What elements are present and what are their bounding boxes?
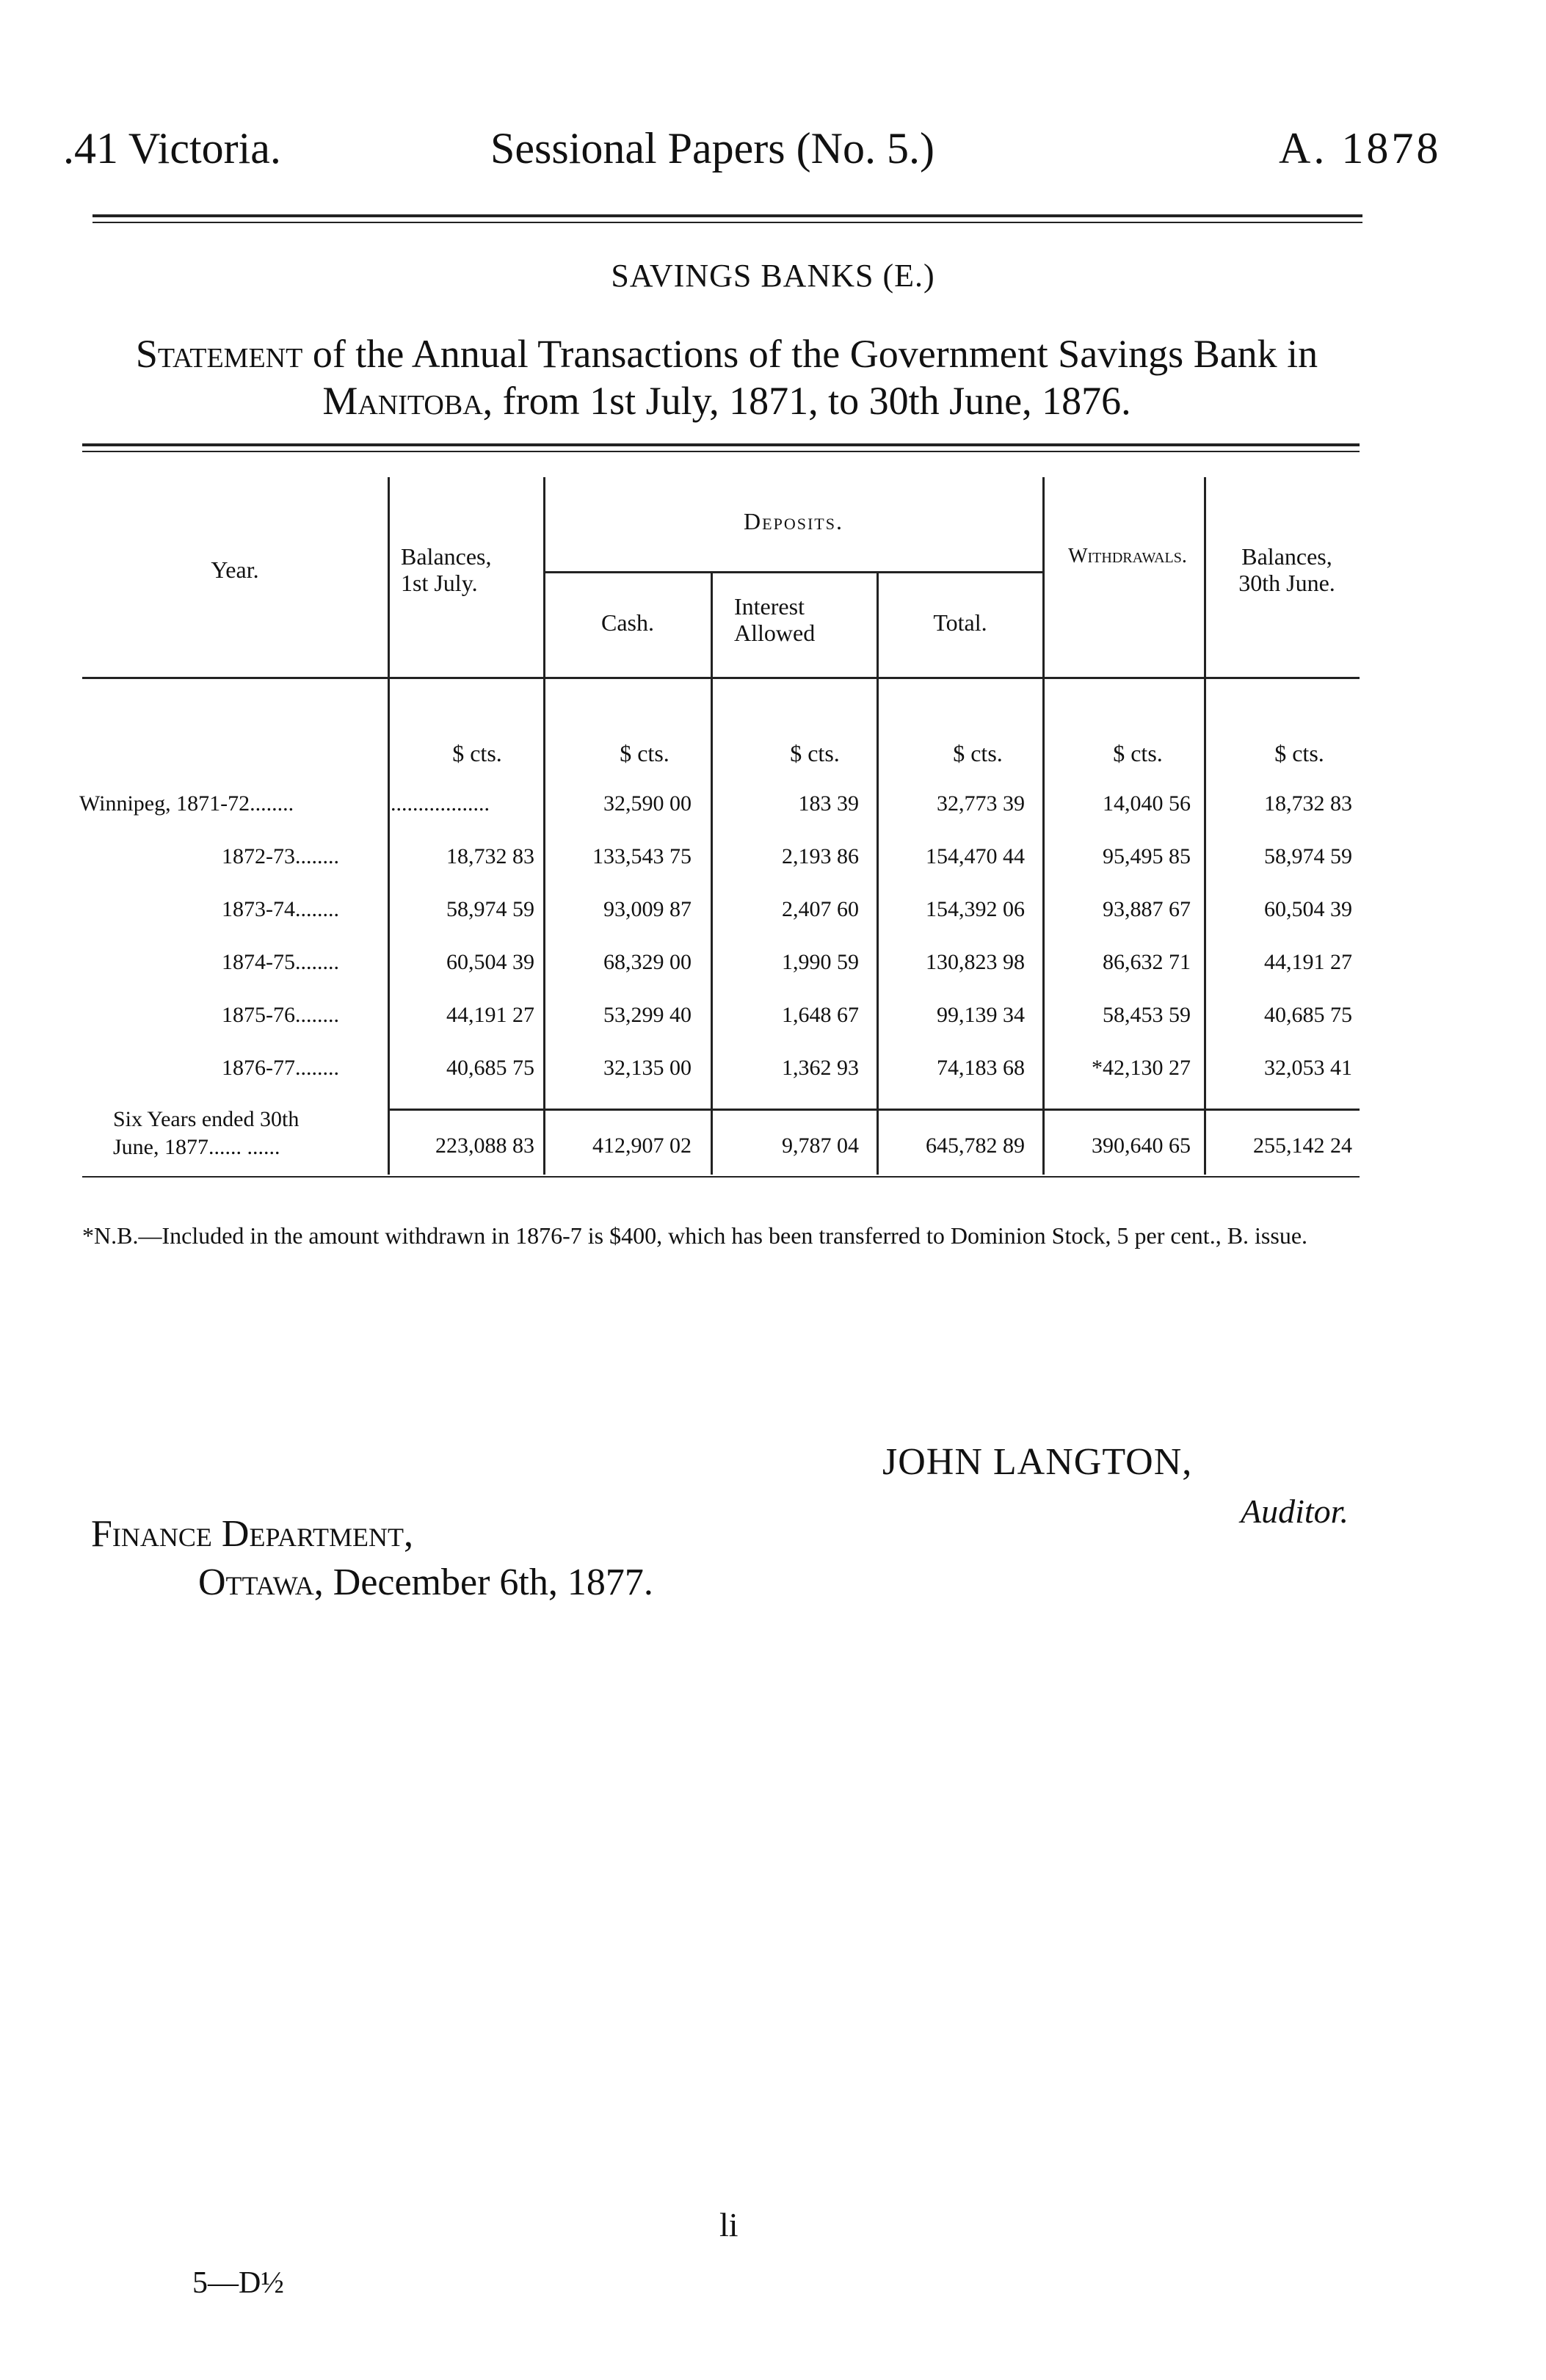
row-2-interest: 2,193 86 [782, 844, 859, 868]
header-interest: Interest Allowed [734, 593, 816, 646]
row-4-total: 130,823 98 [926, 950, 1025, 974]
row-3-withdrawals: 93,887 67 [1103, 897, 1191, 921]
department-city: Ottawa [198, 1561, 314, 1603]
row-4-bal-june: 44,191 27 [1264, 950, 1352, 974]
row-3-year: 1873-74........ [222, 897, 339, 921]
row-4-cash: 68,329 00 [603, 950, 692, 974]
row-1-bal-june: 18,732 83 [1264, 791, 1352, 816]
signature-name: JOHN LANGTON, [882, 1441, 1193, 1483]
row-3-total: 154,392 06 [926, 897, 1025, 921]
row-3-cash: 93,009 87 [603, 897, 692, 921]
statement-text-2: , from 1st July, 1871, to 30th June, 1876. [482, 379, 1131, 423]
row-2-cash: 133,543 75 [592, 844, 692, 868]
row-6-interest: 1,362 93 [782, 1056, 859, 1080]
vline-3 [711, 573, 713, 1175]
row-2-total: 154,470 44 [926, 844, 1025, 868]
table-bottom-rule [82, 1176, 1360, 1178]
deposits-subrule [545, 571, 1042, 573]
row-5-bal-july: 44,191 27 [446, 1003, 534, 1027]
row-6-total: 74,183 68 [937, 1056, 1025, 1080]
totals-year-line-1: Six Years ended 30th [113, 1107, 300, 1131]
row-1-total: 32,773 39 [937, 791, 1025, 816]
department-name: Finance Department, [91, 1513, 413, 1555]
row-6-bal-june: 32,053 41 [1264, 1056, 1352, 1080]
statement-text-1: of the Annual Transactions of the Government Savings Bank in [312, 332, 1318, 376]
row-6-withdrawals: *42,130 27 [1092, 1056, 1191, 1080]
row-2-year: 1872-73........ [222, 844, 339, 868]
row-5-bal-june: 40,685 75 [1264, 1003, 1352, 1027]
header-right: A. 1878 [1279, 124, 1442, 173]
unit-cash: $ cts. [620, 740, 669, 766]
row-6-year: 1876-77........ [222, 1056, 339, 1080]
table-top-rule-2 [82, 451, 1360, 452]
row-1-interest: 183 39 [798, 791, 859, 816]
statement-province: Manitoba [322, 379, 483, 423]
totals-year-line-2: June, 1877...... ...... [113, 1135, 280, 1159]
totals-bal-june: 255,142 24 [1253, 1133, 1352, 1158]
row-5-interest: 1,648 67 [782, 1003, 859, 1027]
row-4-bal-july: 60,504 39 [446, 950, 534, 974]
row-3-bal-june: 60,504 39 [1264, 897, 1352, 921]
totals-total: 645,782 89 [926, 1133, 1025, 1158]
header-total: Total. [933, 609, 987, 636]
row-2-bal-july: 18,732 83 [446, 844, 534, 868]
header-rule-bottom [92, 222, 1362, 223]
header-withdrawals: Withdrawals. [1068, 545, 1187, 567]
row-6-cash: 32,135 00 [603, 1056, 692, 1080]
row-2-withdrawals: 95,495 85 [1103, 844, 1191, 868]
row-1-bal-july: .................. [391, 791, 490, 816]
department-date: , December 6th, 1877. [313, 1561, 653, 1603]
row-4-interest: 1,990 59 [782, 950, 859, 974]
row-1-cash: 32,590 00 [603, 791, 692, 816]
signature-role: Auditor. [1241, 1492, 1349, 1530]
row-5-withdrawals: 58,453 59 [1103, 1003, 1191, 1027]
footnote: *N.B.—Included in the amount withdrawn in 1876-7 is $400, which has been transferred to Dominion Stock, 5 per cent., B. issue. [82, 1222, 1308, 1249]
row-5-total: 99,139 34 [937, 1003, 1025, 1027]
header-left: .41 Victoria. [63, 124, 281, 173]
header-year: Year. [211, 556, 259, 583]
page-number: li [719, 2206, 738, 2243]
row-4-withdrawals: 86,632 71 [1103, 950, 1191, 974]
vline-4 [877, 573, 879, 1175]
row-4-year: 1874-75........ [222, 950, 339, 974]
unit-withdrawals: $ cts. [1113, 740, 1163, 766]
totals-cash: 412,907 02 [592, 1133, 692, 1158]
sheet-mark: 5—D½ [192, 2266, 284, 2300]
unit-bal-june: $ cts. [1274, 740, 1324, 766]
totals-withdrawals: 390,640 65 [1092, 1133, 1191, 1158]
row-3-interest: 2,407 60 [782, 897, 859, 921]
statement-heading [81, 330, 1373, 424]
header-cash: Cash. [601, 609, 654, 636]
row-3-bal-july: 58,974 59 [446, 897, 534, 921]
unit-interest: $ cts. [790, 740, 840, 766]
document-title: SAVINGS BANKS (E.) [611, 258, 935, 294]
unit-bal-july: $ cts. [452, 740, 502, 766]
row-1-withdrawals: 14,040 56 [1103, 791, 1191, 816]
header-center: Sessional Papers (No. 5.) [490, 124, 935, 173]
header-balances-july: Balances, 1st July. [401, 543, 492, 596]
statement-lead: Statement [135, 332, 303, 376]
row-2-bal-june: 58,974 59 [1264, 844, 1352, 868]
department-place-date [198, 1561, 653, 1604]
row-6-bal-july: 40,685 75 [446, 1056, 534, 1080]
totals-rule [389, 1109, 1360, 1111]
header-balances-june: Balances, 30th June. [1238, 543, 1335, 596]
table-top-rule [82, 443, 1360, 446]
row-5-cash: 53,299 40 [603, 1003, 692, 1027]
totals-bal-july: 223,088 83 [435, 1133, 534, 1158]
unit-total: $ cts. [953, 740, 1003, 766]
row-5-year: 1875-76........ [222, 1003, 339, 1027]
header-bottom-rule [82, 677, 1360, 679]
row-1-year: Winnipeg, 1871-72........ [79, 791, 294, 816]
totals-interest: 9,787 04 [782, 1133, 859, 1158]
header-deposits: Deposits. [744, 508, 843, 534]
header-rule-top [92, 214, 1362, 217]
